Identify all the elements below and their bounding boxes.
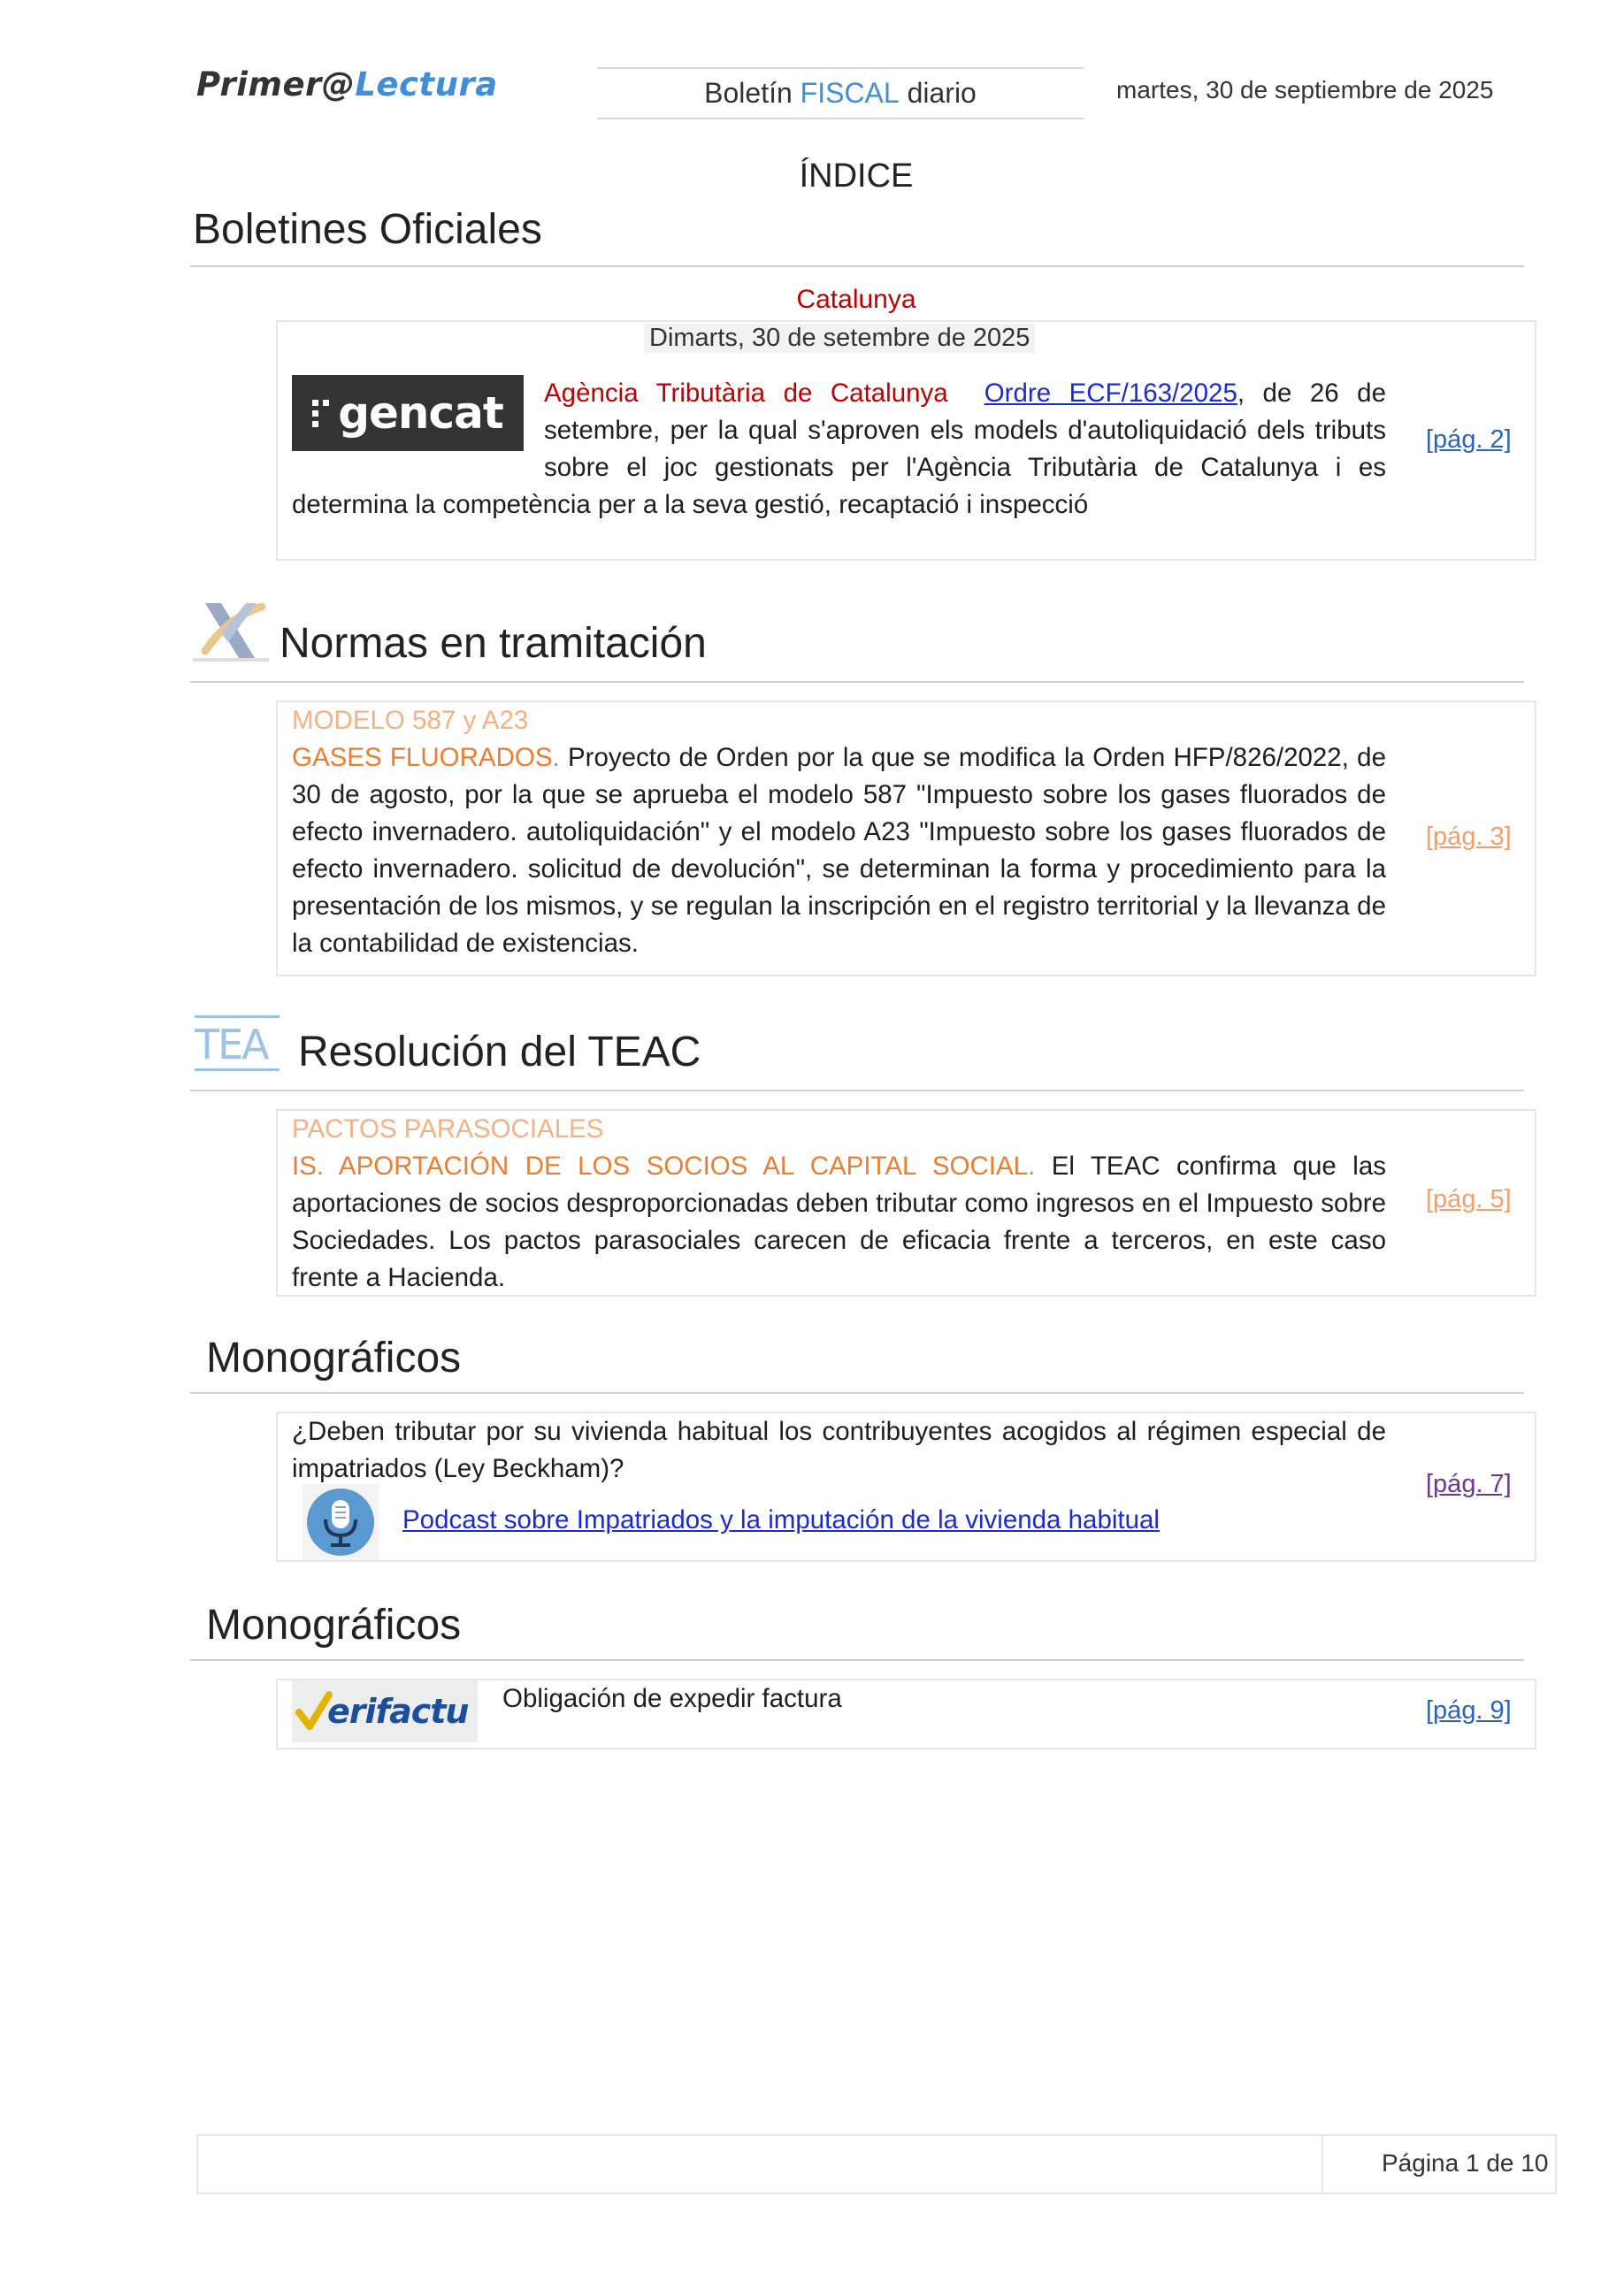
section-heading-boletines: Boletines Oficiales	[193, 206, 542, 253]
verifactu-logo-text: erifactu	[327, 1692, 469, 1731]
teac-tag: PACTOS PARASOCIALES	[292, 1114, 604, 1144]
page-number: Página 1 de 10	[1382, 2149, 1549, 2177]
teac-subject: IS. APORTACIÓN DE LOS SOCIOS AL CAPITAL SOCIAL.	[292, 1152, 1036, 1181]
teac-description: El TEAC confirma que las aportaciones de socios desproporcionadas deben tributar como ingresos en el Impuesto sobre Sociedades. Los pactos parasociales carecen de eficacia frente a terceros, en este caso frente a Hacienda.	[292, 1152, 1386, 1292]
agency-name: Agència Tributària de Catalunya	[544, 379, 948, 408]
order-link[interactable]: Ordre ECF/163/2025	[984, 379, 1237, 408]
section-heading-normas: Normas en tramitación	[280, 620, 707, 667]
normas-entry-text	[292, 739, 1386, 962]
primera-lectura-logo	[196, 65, 498, 103]
podcast-icon-frame	[303, 1484, 379, 1560]
divider	[190, 265, 1524, 267]
gencat-logo-text: gencat	[338, 387, 503, 439]
tea-logo-text: TEA	[195, 1021, 268, 1068]
page-link-2[interactable]: [pág. 2]	[1426, 425, 1512, 454]
page-link-3[interactable]: [pág. 3]	[1426, 823, 1512, 851]
divider	[190, 1659, 1524, 1661]
page-link-7[interactable]: [pág. 7]	[1426, 1470, 1512, 1498]
normas-tag: MODELO 587 y A23	[292, 706, 529, 735]
divider	[190, 1392, 1524, 1394]
page-link-9[interactable]: [pág. 9]	[1426, 1696, 1512, 1725]
footer-separator	[1321, 2134, 1323, 2194]
aeat-logo-icon	[193, 598, 269, 665]
section-heading-monograficos: Monográficos	[206, 1335, 462, 1381]
teac-entry-text	[292, 1148, 1386, 1297]
footer	[196, 2134, 1557, 2194]
section-heading-monograficos: Monográficos	[206, 1602, 462, 1649]
bulletin-title-suffix: diario	[899, 77, 977, 109]
page-link-5[interactable]: [pág. 5]	[1426, 1185, 1512, 1213]
monografico-question: ¿Deben tributar por su vivienda habitual los contribuyentes acogidos al régimen especial de impatriados (Ley Beckham)?	[292, 1417, 1386, 1483]
region-label: Catalunya	[796, 285, 916, 314]
tea-logo	[195, 1015, 283, 1074]
bulletin-title	[597, 67, 1084, 119]
divider	[190, 681, 1524, 683]
divider	[190, 1090, 1524, 1091]
logo-spacer	[292, 375, 544, 472]
verifactu-text: Obligación de expedir factura	[502, 1684, 842, 1713]
bulletin-title-highlight: FISCAL	[800, 77, 900, 109]
podcast-link[interactable]: Podcast sobre Impatriados y la imputación de la vivienda habitual	[402, 1505, 1160, 1534]
bulletin-entry-text	[292, 375, 1386, 524]
bulletin-date: Dimarts, 30 de setembre de 2025	[644, 324, 1035, 353]
section-heading-teac: Resolución del TEAC	[298, 1029, 701, 1075]
index-title: ÍNDICE	[799, 157, 914, 195]
order-description: , de 26 de setembre, per la qual s'aproven els models d'autoliquidació dels tributs sobre el joc gestionats per l'Agència Tributària de Catalunya i es determina la competència per a la seva gestió, recaptació i inspecció	[292, 379, 1386, 519]
microphone-icon	[303, 1484, 379, 1560]
logo-part-2: Lectura	[355, 65, 498, 103]
header-date: martes, 30 de septiembre de 2025	[1116, 76, 1494, 103]
verifactu-logo	[292, 1680, 478, 1742]
logo-part-1: Primer@	[196, 65, 356, 103]
normas-description: Proyecto de Orden por la que se modifica la Orden HFP/826/2022, de 30 de agosto, por la que se aprueba el modelo 587 "Impuesto sobre los gases fluorados de efecto invernadero. autoliquidación" y el modelo A23 "Impuesto sobre los gases fluorados de efecto invernadero. solicitud de devolución", se determinan la forma y procedimiento para la presentación de los mismos, y se regulan la inscripción en el registro territorial y la llevanza de la contabilidad de existencias.	[292, 743, 1386, 958]
normas-subject: GASES FLUORADOS.	[292, 743, 560, 772]
bulletin-title-prefix: Boletín	[704, 77, 801, 109]
